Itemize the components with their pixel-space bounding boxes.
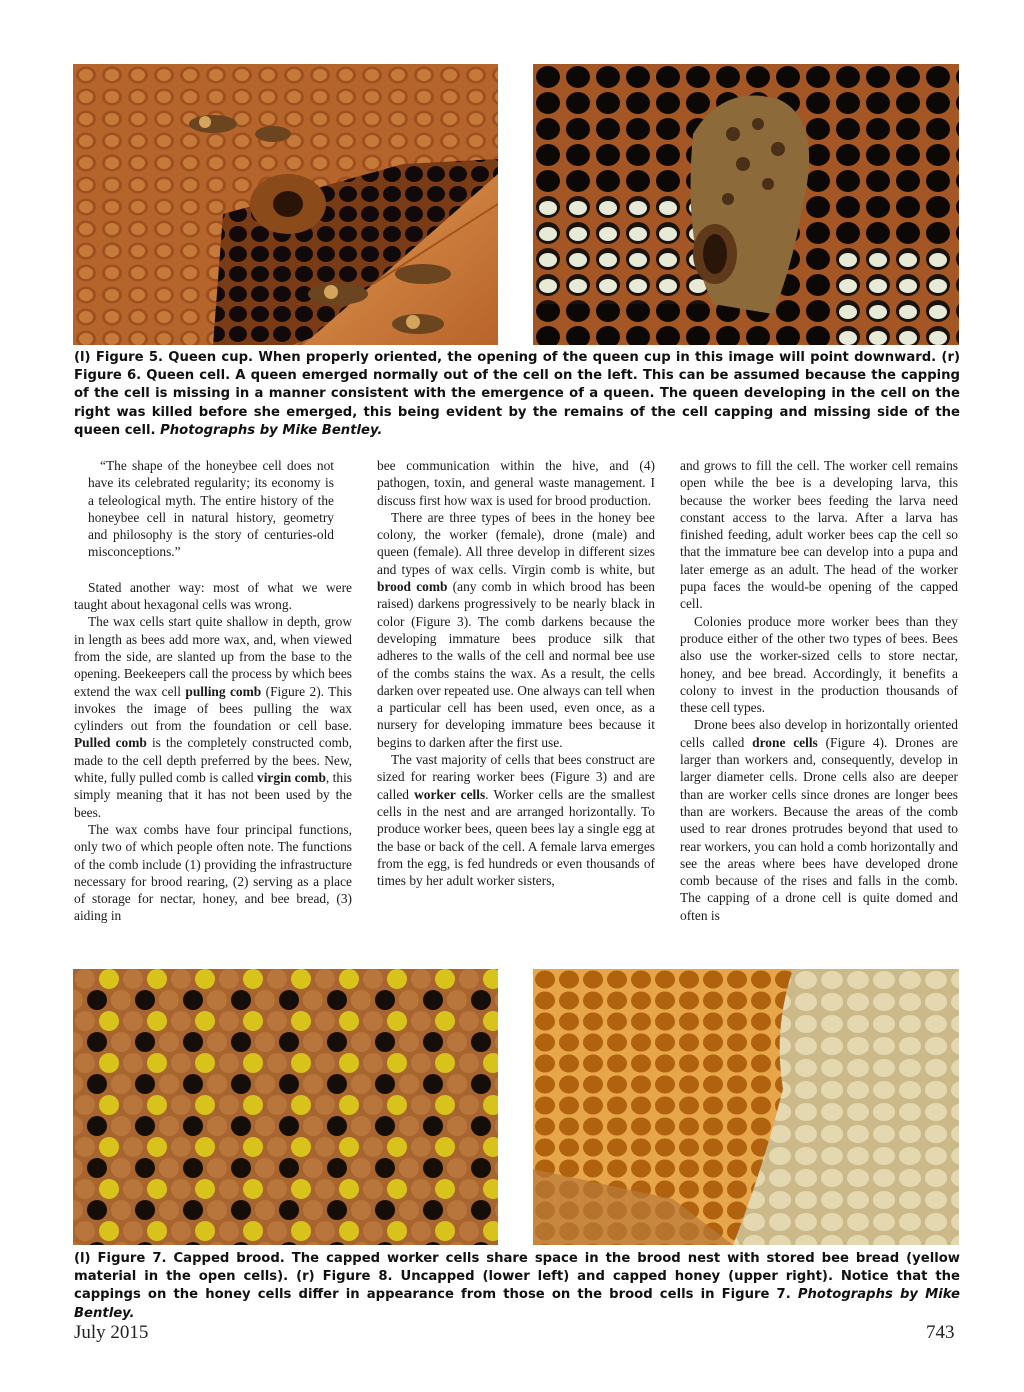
caption-text: (l) Figure 7. Capped brood. The capped worker cells share space in the brood nest with stored bee bread (yellow material in the open cells). (r) Figure 8. Uncapped (lower left) and capped honey (upper right). Notice that the cappings on the honey cells differ in appearance from those on the brood cells in Figure 7. [74,1251,960,1303]
figure-8-honey-photo [533,969,959,1245]
term-worker-cells: worker cells [414,786,486,802]
top-figure-caption [74,349,960,440]
photo-credit: Photographs by Mike Bentley. [74,1287,961,1321]
page-number: 743 [926,1322,955,1343]
term-brood-comb: brood comb [377,579,448,595]
figure-5-queen-cup-photo [73,64,498,345]
footer-date: July 2015 [74,1322,149,1343]
paragraph: The wax cells start quite shallow in depth, grow in length as bees add more wax, and, when viewed from the side, are slanted up from the base to the opening. Beekeepers call the process by which bees extend the wax cell pulling comb (Figure 2). This invokes the image of bees pulling the wax cylinders out from the foundation or cell base. Pulled comb is the completely constructed comb, made to the cell depth preferred by the bees. New, white, fully pulled comb is called virgin comb, this simply meaning that it has not been used by the bees. [74,614,353,820]
paragraph: The wax combs have four principal functions, only two of which people often note. The functions of the comb include (1) providing the infrastructure necessary for brood rearing, (2) serving as a place of storage for nectar, honey, and bee bread, (3) aiding in [74,821,352,924]
bottom-figure-caption [74,1250,960,1323]
paragraph: Stated another way: most of what we were taught about hexagonal cells was wrong. [74,579,352,613]
paragraph: Drone bees also develop in horizontally oriented cells called drone cells (Figure 4). Drones are larger than workers and, consequently, develop in larger diameter cells. Drone cells also are deeper than are worker cells since drones are longer bees than are workers. Because the areas of the comb used to rear drones protrudes beyond that used to rear workers, you can hold a comb horizontally and see the areas where bees have developed drone comb because of the rises and falls in the comb. The capping of a drone cell is quite domed and often is [680,717,959,923]
block-quote: “The shape of the honeybee cell does not have its celebrated regularity; its economy is a teleological myth. The entire history of the honeybee cell in natural history, geometry and philosophy is the story of centuries-old misconceptions.” [88,458,334,560]
figure-7-capped-brood-photo [73,969,498,1245]
paragraph: and grows to fill the cell. The worker cell remains open while the bee is a developing larva, this because the worker bees feeding the larva need constant access to the larva. After a larva has finished feeding, adult worker bees cap the cell so that the immature bee can develop into a pupa and later emerge as an adult. The head of the worker pupa faces the would-be opening of the capped cell. [680,458,958,612]
paragraph: Colonies produce more worker bees than they produce either of the other two types of bees. Bees also use the worker-sized cells to store nectar, honey, and bee bread. Accordingly, it benefits a colony to invest in the production thousands of these cell types. [680,613,958,716]
paragraph: The vast majority of cells that bees construct are sized for rearing worker bees (Figure 3) and are called worker cells. Worker cells are the smallest cells in the nest and are arranged horizontally. To produce worker bees, queen bees lay a single egg at the base or back of the cell. A female larva emerges from the egg, is fed hundreds or even thousands of times by her adult worker sisters, [377,752,655,889]
text-column-2 [377,457,655,889]
figure-6-queen-cell-photo [533,64,959,345]
paragraph: There are three types of bees in the honey bee colony, the worker (female), drone (male) and queen (female). All three develop in different sizes and types of wax cells. Virgin comb is white, but brood comb (any comb in which brood has been raised) darkens progressively to be nearly black in color (Figure 3). The comb darkens because the developing immature bees produce silk that adheres to the walls of the cell and normal bee use of the combs stains the wax. As a result, the cells darken over repeated use. One always can tell when a particular cell has been used, even once, as a nursery for developing immature bees because it begins to darken after the first use. [377,509,655,750]
photo-credit: Photographs by Mike Bentley. [160,422,383,438]
term-pulling-comb: pulling comb [185,683,262,699]
term-drone-cells: drone cells [752,734,818,750]
paragraph: bee communication within the hive, and (4) pathogen, toxin, and general waste management. I discuss first how wax is used for brood production. [377,458,655,508]
term-pulled-comb: Pulled comb [74,735,147,751]
caption-text: (l) Figure 5. Queen cup. When properly oriented, the opening of the queen cup in this image will point downward. (r) Figure 6. Queen cell. A queen emerged normally out of the cell on the left. This can be assumed because the capping of the cell is missing in a manner consistent with the emergence of a queen. The queen developing in the cell on the right was killed before she emerged, this being evident by the remains of the cell capping and missing side of the queen cell. [74,350,960,438]
term-virgin-comb: virgin comb [257,770,326,786]
text-column-1 [74,457,352,925]
text-column-3 [680,457,958,924]
